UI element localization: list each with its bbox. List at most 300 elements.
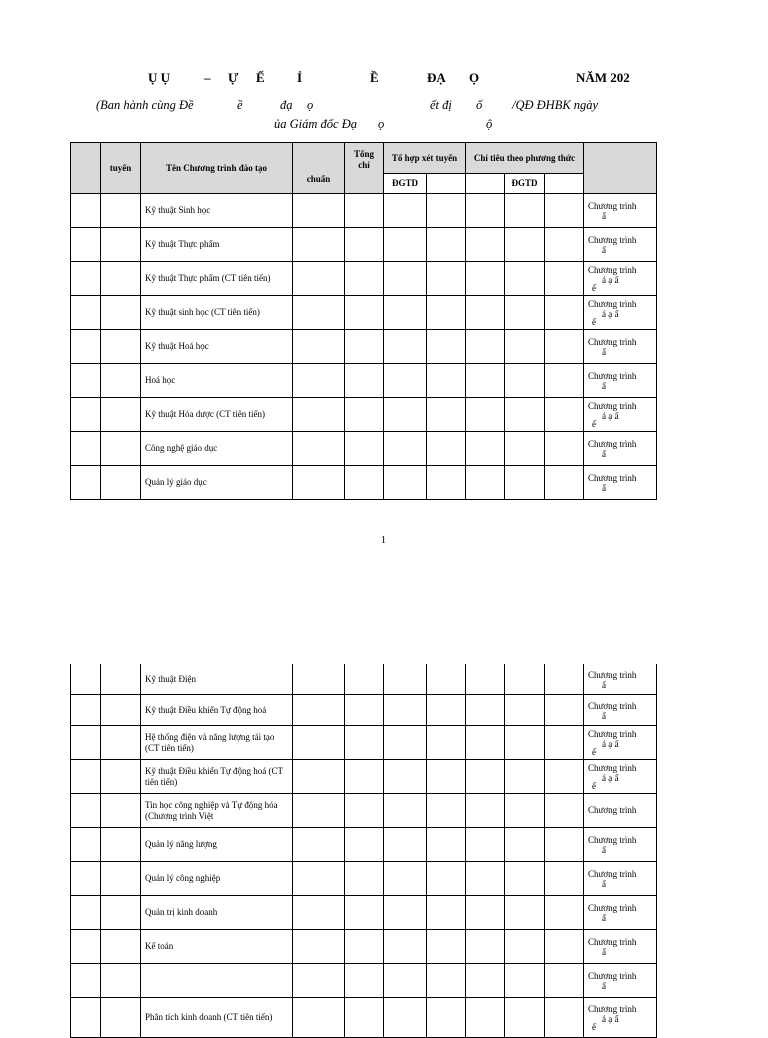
subtitle-part: ố [476,98,483,112]
table-row [71,228,657,262]
empty-cell [384,228,427,262]
empty-cell [466,695,505,726]
empty-cell [71,726,101,760]
empty-cell [293,398,345,432]
note-line: Chương trình [588,265,637,275]
empty-cell [345,432,384,466]
empty-cell [71,862,101,896]
empty-cell [545,794,584,828]
empty-cell [427,726,466,760]
program-note-cell [584,466,657,500]
note-line: á ạ ẩ [602,309,619,319]
empty-cell [293,726,345,760]
program-name-cell: Kỹ thuật Sinh học [141,194,293,228]
note-line: Chương trình [588,700,637,711]
subtitle-part: /QĐ ĐHBK ngày [512,98,599,112]
empty-cell [71,466,101,500]
program-note-cell [584,262,657,296]
empty-cell [293,930,345,964]
header-cell-to-hop: Tổ hợp xét tuyển [384,143,466,174]
program-note-cell [584,194,657,228]
empty-cell [384,664,427,695]
table-row [71,466,657,500]
note-line: ẩ [602,710,606,721]
empty-cell [101,664,141,695]
program-name-cell: Hệ thống điện và năng lượng tái tạo (CT tiên tiến) [141,726,293,760]
note-line: ế [592,747,596,757]
empty-cell [71,228,101,262]
table-row [71,664,657,695]
subtitle-part: (Ban hành cùng Đề [96,98,194,112]
empty-cell [71,794,101,828]
empty-cell [71,664,101,695]
title-part: Ỉ [297,70,303,85]
table-row [71,695,657,726]
empty-cell [345,896,384,930]
empty-cell [384,828,427,862]
empty-cell [345,228,384,262]
empty-cell [384,194,427,228]
empty-cell [71,194,101,228]
subtitle-part: ết đị [430,98,452,112]
subtitle-part: ộ [486,117,493,131]
note-line: Chương trình [588,401,637,411]
program-note-cell [584,296,657,330]
table-row [71,998,657,1038]
program-note-cell [584,398,657,432]
empty-cell [545,262,584,296]
table-row [71,828,657,862]
program-note-cell [584,664,657,695]
note-line: ẩ [602,845,606,855]
empty-cell [466,262,505,296]
empty-cell [293,364,345,398]
empty-cell [101,432,141,466]
note-line: ế [592,781,596,791]
header-cell-empty [545,174,584,194]
table-row [71,794,657,828]
empty-cell [427,664,466,695]
note-line: Chương trình [588,201,637,211]
empty-cell [293,330,345,364]
program-note-cell [584,896,657,930]
program-name-cell: Kỹ thuật Điều khiển Tự động hoá [141,695,293,726]
empty-cell [505,896,545,930]
note-line: ẩ [602,913,606,923]
empty-cell [505,862,545,896]
empty-cell [427,398,466,432]
table-row [71,964,657,998]
header-cell-tuyen: tuyển [101,143,141,194]
table-row [71,930,657,964]
program-note-cell [584,330,657,364]
empty-cell [101,896,141,930]
note-line: ế [592,1022,596,1032]
empty-cell [466,896,505,930]
title-part: ĐẠ [427,70,446,85]
empty-cell [545,760,584,794]
note-line: Chương trình [588,439,637,449]
program-name-cell: Kỹ thuật Hóa dược (CT tiên tiến) [141,398,293,432]
note-line: ế [592,419,596,429]
empty-cell [345,695,384,726]
header-cell-dgtd: ĐGTD [505,174,545,194]
empty-cell [505,296,545,330]
empty-cell [505,760,545,794]
note-line: á ạ ẩ [602,739,619,749]
empty-cell [427,228,466,262]
table-row [71,432,657,466]
empty-cell [466,794,505,828]
note-line: Chương trình [588,669,637,680]
empty-cell [345,862,384,896]
empty-cell [384,296,427,330]
empty-cell [427,998,466,1038]
subtitle-part: đạ [280,98,293,112]
empty-cell [505,726,545,760]
note-line: ẩ [602,879,606,889]
empty-cell [71,760,101,794]
empty-cell [71,964,101,998]
program-note-cell [584,760,657,794]
title-part: Ụ Ụ [148,70,171,85]
empty-cell [345,964,384,998]
note-line: Chương trình [588,1004,637,1014]
empty-cell [101,828,141,862]
note-line: Chương trình [588,869,637,879]
program-name-cell: Kỹ thuật Điều khiển Tự động hoá (CT tiên tiến) [141,760,293,794]
empty-cell [384,364,427,398]
table-row [71,760,657,794]
page-break [0,560,768,664]
empty-cell [545,828,584,862]
program-name-cell: Kỹ thuật Hoá học [141,330,293,364]
empty-cell [345,726,384,760]
empty-cell [466,398,505,432]
empty-cell [345,930,384,964]
empty-cell [101,228,141,262]
empty-cell [345,466,384,500]
program-name-cell: Quản lý năng lượng [141,828,293,862]
empty-cell [101,726,141,760]
empty-cell [101,695,141,726]
quota-table-page-1 [70,142,657,500]
empty-cell [293,228,345,262]
empty-cell [545,466,584,500]
empty-cell [345,364,384,398]
empty-cell [505,964,545,998]
empty-cell [293,964,345,998]
header-cell-tong-chi: Tổng chỉ [345,143,384,194]
program-note-cell [584,794,657,828]
empty-cell [545,432,584,466]
program-name-cell: Kế toán [141,930,293,964]
empty-cell [505,262,545,296]
note-line: Chương trình [588,371,637,381]
empty-cell [384,262,427,296]
page-number: 1 [381,535,386,546]
note-line: Chương trình [588,835,637,845]
program-name-cell: Quản trị kinh doanh [141,896,293,930]
empty-cell [384,695,427,726]
empty-cell [545,664,584,695]
empty-cell [505,330,545,364]
empty-cell [71,828,101,862]
empty-cell [293,262,345,296]
empty-cell [71,695,101,726]
empty-cell [427,364,466,398]
empty-cell [293,828,345,862]
note-line: ẩ [602,347,606,357]
note-line: Chương trình [588,763,637,773]
note-line: ẩ [602,245,606,255]
empty-cell [71,398,101,432]
note-line: ế [592,317,596,327]
empty-cell [101,296,141,330]
program-name-cell: Hoá học [141,364,293,398]
note-line: Chương trình [588,235,637,245]
table-row [71,330,657,364]
empty-cell [505,695,545,726]
empty-cell [101,194,141,228]
subtitle-part: ủa Giám đốc Đạ [274,117,357,131]
empty-cell [466,726,505,760]
empty-cell [71,262,101,296]
empty-cell [293,760,345,794]
empty-cell [101,998,141,1038]
empty-cell [345,760,384,794]
empty-cell [545,726,584,760]
note-line: Chương trình [588,937,637,947]
empty-cell [545,862,584,896]
program-name-cell: Quản lý công nghiệp [141,862,293,896]
empty-cell [427,862,466,896]
empty-cell [293,432,345,466]
subtitle-part: ọ [378,117,385,131]
empty-cell [293,695,345,726]
empty-cell [101,794,141,828]
note-line: Chương trình [588,299,637,309]
empty-cell [427,194,466,228]
header-cell-dgtd: ĐGTD [384,174,427,194]
program-name-cell: Kỹ thuật sinh học (CT tiên tiến) [141,296,293,330]
empty-cell [466,330,505,364]
program-name-cell: Quản lý giáo dục [141,466,293,500]
empty-cell [293,998,345,1038]
empty-cell [71,330,101,364]
empty-cell [345,794,384,828]
empty-cell [466,862,505,896]
note-line: ẩ [602,981,606,991]
empty-cell [101,862,141,896]
note-line: Chương trình [588,729,637,739]
program-name-cell: Phân tích kinh doanh (CT tiên tiến) [141,998,293,1038]
empty-cell [427,828,466,862]
program-name-cell: Kỹ thuật Thực phẩm [141,228,293,262]
header-cell-chi-tieu: Chỉ tiêu theo phương thức [466,143,584,174]
empty-cell [427,760,466,794]
table-row [71,896,657,930]
empty-cell [427,466,466,500]
empty-cell [466,964,505,998]
empty-cell [345,330,384,364]
header-cell-chuan: chuẩn [293,143,345,194]
empty-cell [545,896,584,930]
header-cell-stt [71,143,101,194]
empty-cell [466,760,505,794]
empty-cell [293,296,345,330]
empty-cell [71,998,101,1038]
title-part: Ự [228,70,239,85]
empty-cell [71,296,101,330]
program-note-cell [584,228,657,262]
empty-cell [466,296,505,330]
note-line: á ạ ẩ [602,275,619,285]
empty-cell [71,364,101,398]
empty-cell [101,398,141,432]
empty-cell [345,828,384,862]
empty-cell [427,964,466,998]
program-note-cell [584,726,657,760]
empty-cell [384,896,427,930]
empty-cell [466,828,505,862]
empty-cell [384,466,427,500]
empty-cell [545,330,584,364]
empty-cell [466,664,505,695]
note-line: á ạ ẩ [602,411,619,421]
note-line: Chương trình [588,971,637,981]
title-part: – [204,70,211,85]
empty-cell [466,998,505,1038]
note-line: Chương trình [588,805,637,815]
empty-cell [384,398,427,432]
empty-cell [345,262,384,296]
program-note-cell [584,862,657,896]
table-row [71,364,657,398]
empty-cell [384,998,427,1038]
empty-cell [505,466,545,500]
title-part: Ề [370,70,379,85]
empty-cell [545,364,584,398]
empty-cell [345,296,384,330]
empty-cell [427,432,466,466]
empty-cell [101,330,141,364]
program-note-cell [584,364,657,398]
note-line: á ạ ẩ [602,1014,619,1024]
note-line: ẩ [602,679,606,690]
empty-cell [505,998,545,1038]
header-cell-empty [466,174,505,194]
header-cell-empty [427,174,466,194]
empty-cell [101,930,141,964]
empty-cell [545,998,584,1038]
empty-cell [427,794,466,828]
empty-cell [545,695,584,726]
empty-cell [545,930,584,964]
empty-cell [505,364,545,398]
empty-cell [466,930,505,964]
empty-cell [384,726,427,760]
empty-cell [345,398,384,432]
empty-cell [293,664,345,695]
note-line: Chương trình [588,337,637,347]
empty-cell [466,466,505,500]
program-note-cell [584,695,657,726]
empty-cell [505,664,545,695]
empty-cell [466,194,505,228]
note-line: á ạ ẩ [602,773,619,783]
empty-cell [427,896,466,930]
empty-cell [71,432,101,466]
empty-cell [345,998,384,1038]
empty-cell [101,466,141,500]
empty-cell [466,364,505,398]
subtitle-part: ọ [307,98,314,112]
empty-cell [545,964,584,998]
table-row [71,726,657,760]
empty-cell [427,930,466,964]
title-part: Ế [256,70,265,85]
header-cell-note [584,143,657,194]
empty-cell [505,930,545,964]
empty-cell [293,794,345,828]
note-line: ẩ [602,947,606,957]
note-line: ẩ [602,381,606,391]
program-name-cell: Kỹ thuật Thực phẩm (CT tiên tiến) [141,262,293,296]
empty-cell [545,228,584,262]
empty-cell [101,964,141,998]
table-row [71,296,657,330]
quota-table-page-2 [70,663,657,1038]
table-row [71,862,657,896]
empty-cell [293,896,345,930]
program-note-cell [584,828,657,862]
program-name-cell [141,964,293,998]
empty-cell [505,828,545,862]
program-note-cell [584,930,657,964]
empty-cell [466,228,505,262]
empty-cell [293,862,345,896]
program-name-cell: Tin học công nghiệp và Tự động hóa (Chương trình Việt [141,794,293,828]
empty-cell [101,262,141,296]
empty-cell [545,398,584,432]
empty-cell [466,432,505,466]
empty-cell [427,262,466,296]
empty-cell [345,664,384,695]
program-note-cell [584,998,657,1038]
title-part: Ọ [469,70,480,85]
empty-cell [293,466,345,500]
empty-cell [427,296,466,330]
empty-cell [384,964,427,998]
note-line: ế [592,283,596,293]
title-year: NĂM 202 [576,70,630,85]
empty-cell [293,194,345,228]
empty-cell [505,794,545,828]
empty-cell [384,760,427,794]
note-line: ẩ [602,483,606,493]
note-line: ẩ [602,449,606,459]
empty-cell [384,862,427,896]
table-row [71,194,657,228]
empty-cell [505,194,545,228]
empty-cell [384,930,427,964]
empty-cell [427,695,466,726]
note-line: Chương trình [588,903,637,913]
empty-cell [384,794,427,828]
table-row [71,398,657,432]
table-row [71,262,657,296]
